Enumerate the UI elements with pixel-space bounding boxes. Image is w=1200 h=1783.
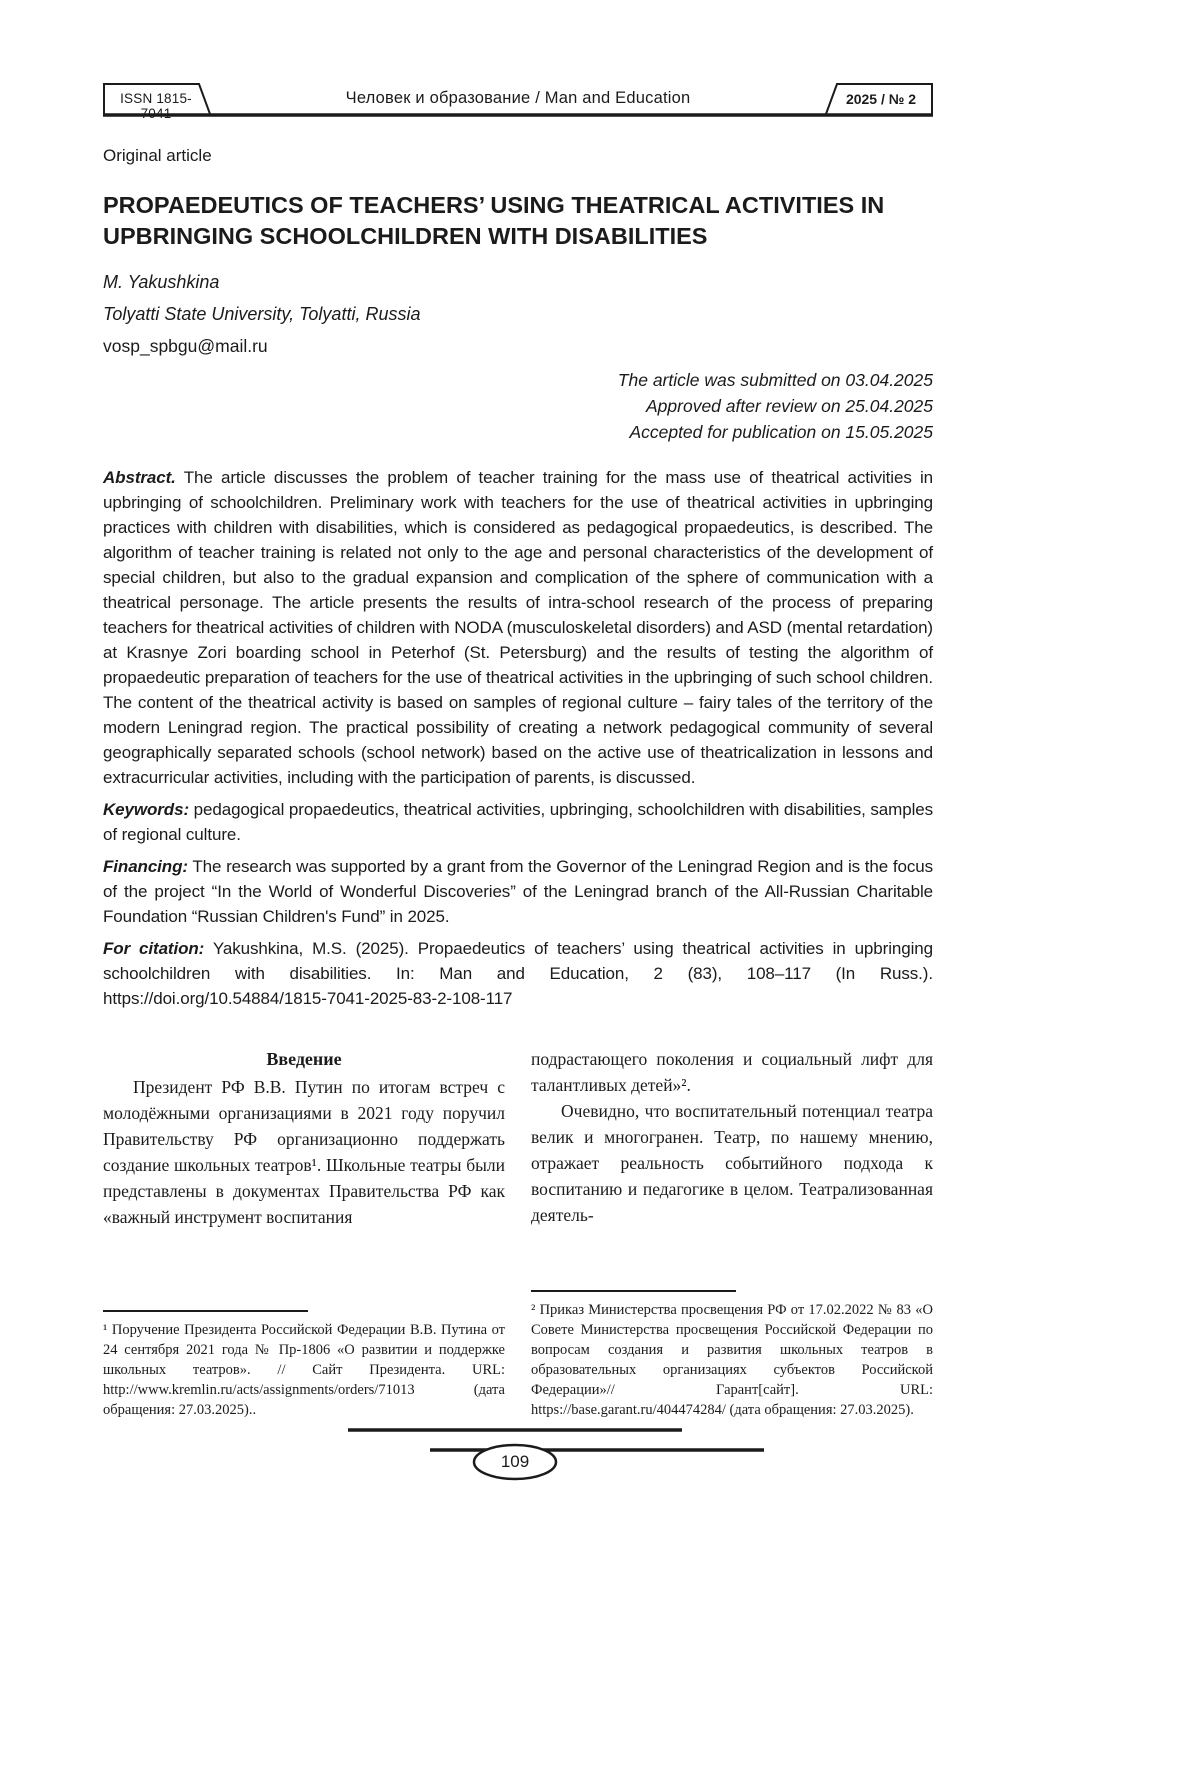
footnote-rule (531, 1290, 736, 1292)
footnote-1 (103, 1310, 505, 1420)
keywords (103, 797, 933, 847)
abstract-text: The article discusses the problem of teacher training for the mass use of theatrical activities in upbringing of schoolchildren. Preliminary work with teachers for the use of theatrical activities in upbringing practices with children with disabilities, which is considered as pedagogical propaedeutics, is described. The algorithm of teacher training is related not only to the age and personal characteristics of the development of special children, but also to the gradual expansion and complication of the sphere of communication with a theatrical personage. The article presents the results of intra-school research of the process of preparing teachers for theatrical activities of children with NODA (musculoskeletal disorders) and ASD (mental retardation) at Krasnye Zori boarding school in Peterhof (St. Petersburg) and the results of testing the algorithm of propaedeutic preparation of teachers for the use of theatrical activities in the upbringing of such school children. The content of the theatrical activity is based on samples of regional culture – fairy tales of the territory of the modern Leningrad region. The practical possibility of creating a network pedagogical community of several geographically separated schools (school network) based on the active use of theatricalization in lessons and extracurricular activities, including with the participation of parents, is discussed. (103, 468, 933, 787)
author-email: vosp_spbgu@mail.ru (103, 336, 268, 356)
citation (103, 936, 933, 1011)
abstract (103, 465, 933, 790)
date-accepted: Accepted for publication on 15.05.2025 (629, 422, 933, 442)
financing-label: Financing: (103, 857, 188, 876)
page-number: 109 (500, 1452, 530, 1471)
journal-title: Человек и образование / Man and Education (345, 89, 691, 107)
body-paragraph: Очевидно, что воспитательный потенциал театра велик и многогранен. Театр, по нашему мнению, отражает реальность событийного подхода к воспитанию и педагогике в целом. Театрализованная деятель- (531, 1101, 933, 1225)
date-approved: Approved after review on 25.04.2025 (646, 396, 933, 416)
article-dates (103, 367, 933, 445)
footnote-1-text: ¹ Поручение Президента Российской Федерации В.В. Путина от 24 сентября 2021 года № Пр-1806 «О развитии и поддержке школьных театров». // Сайт Президента. URL: http://www.kremlin.ru/acts/assignments/orders/71013 (дата обращения: 27.03.2025).. (103, 1322, 505, 1418)
author-affiliation: Tolyatti State University, Tolyatti, Russia (103, 304, 421, 324)
issue-label: 2025 / № 2 (845, 91, 917, 107)
financing-text: The research was supported by a grant from the Governor of the Leningrad Region and is the focus of the project “In the World of Wonderful Discoveries” of the Leningrad branch of the All-Russian Charitable Foundation “Russian Children's Fund” in 2025. (103, 857, 933, 926)
author-name: M. Yakushkina (103, 272, 220, 292)
article-type-label: Original article (103, 146, 212, 165)
article-body (103, 1046, 933, 1420)
financing (103, 854, 933, 929)
citation-label: For citation: (103, 939, 205, 958)
body-paragraph: подрастающего поколения и социальный лифт для талантливых детей»². (531, 1049, 933, 1095)
footnote-2-text: ² Приказ Министерства просвещения РФ от 17.02.2022 № 83 «О Совете Министерства просвещения Российской Федерации по вопросам создания и развития школьных театров в образовательных организациях субъектов Российской Федерации»// Гарант[сайт]. URL: https://base.garant.ru/404474284/ (дата обращения: 27.03.2025). (531, 1302, 933, 1418)
front-matter (103, 118, 933, 1011)
left-column (103, 1046, 505, 1420)
citation-text: Yakushkina, M.S. (2025). Propaedeutics of teachers’ using theatrical activities in upbringing schoolchildren with disabilities. In: Man and Education, 2 (83), 108–117 (In Russ.). https://doi.org/10.54884/1815-7041-2025-83-2-108-117 (103, 939, 933, 1008)
abstract-label: Abstract. (103, 468, 176, 487)
footnote-2 (531, 1290, 933, 1420)
issn-label: ISSN 1815-7041 (120, 91, 192, 121)
page-header (103, 82, 933, 121)
date-submitted: The article was submitted on 03.04.2025 (617, 370, 933, 390)
section-title: Введение (266, 1049, 342, 1069)
keywords-label: Keywords: (103, 800, 190, 819)
body-paragraph: Президент РФ В.В. Путин по итогам встреч с молодёжными организациями в 2021 году поручил Правительству РФ организационно поддержать создание школьных театров¹. Школьные театры были представлены в документах Правительства РФ как «важный инструмент воспитания (103, 1077, 505, 1227)
right-column (531, 1046, 933, 1420)
footnote-rule (103, 1310, 308, 1312)
article-title: PROPAEDEUTICS OF TEACHERS’ USING THEATRICAL ACTIVITIES IN UPBRINGING SCHOOLCHILDREN WITH DISABILITIES (103, 192, 885, 249)
keywords-text: pedagogical propaedeutics, theatrical activities, upbringing, schoolchildren with disabilities, samples of regional culture. (103, 800, 933, 844)
page-footer (103, 1424, 933, 1486)
